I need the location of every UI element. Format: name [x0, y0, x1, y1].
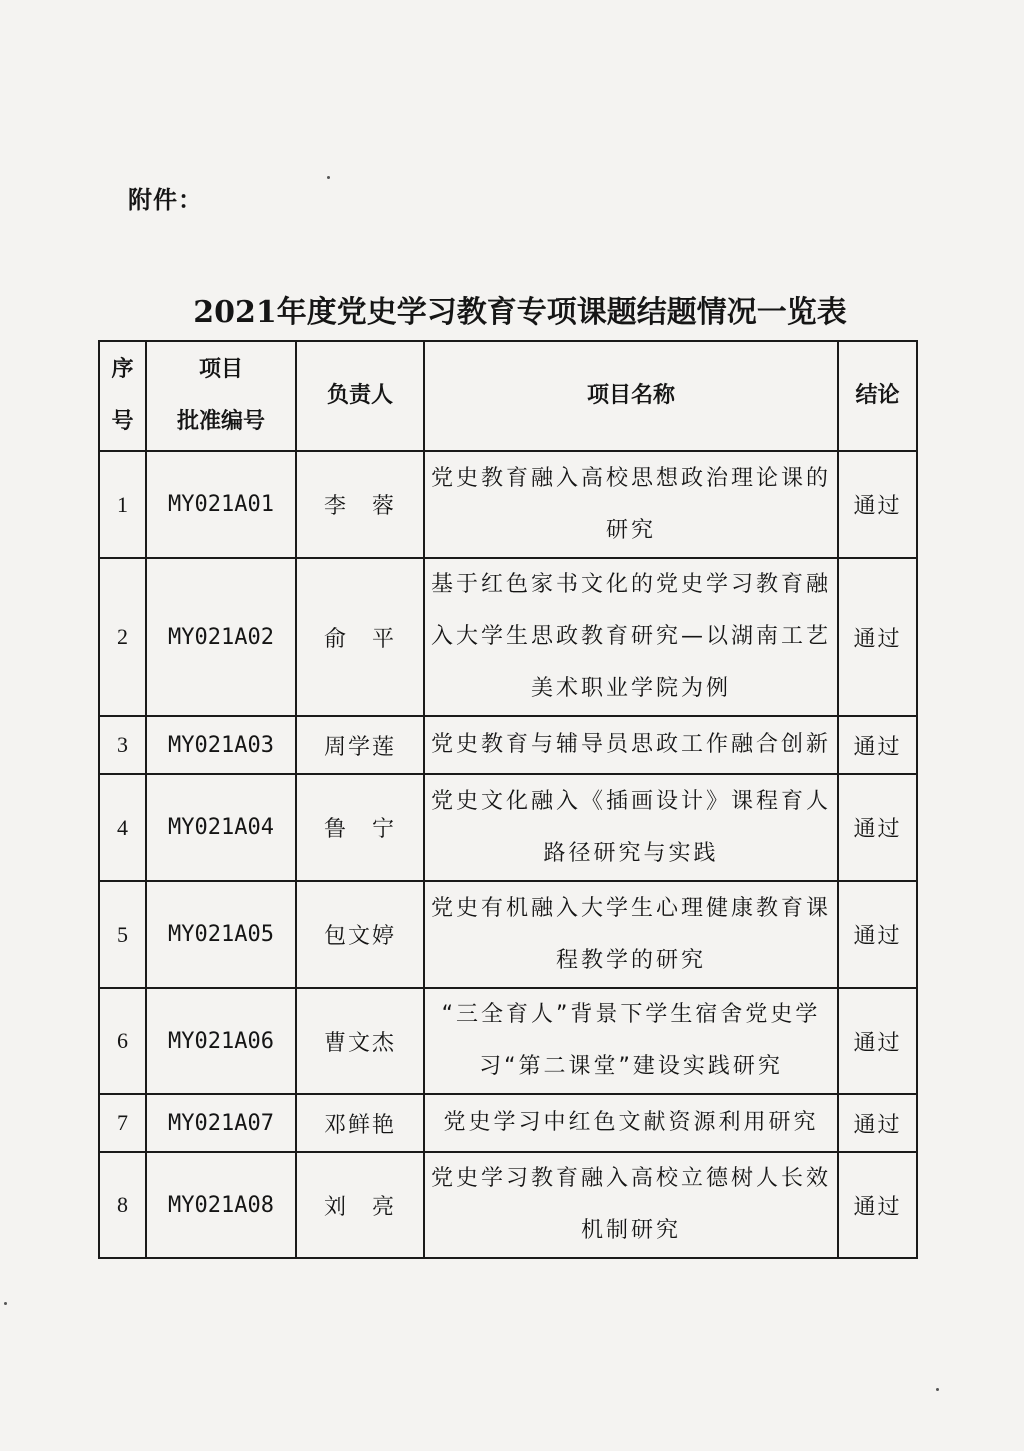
row-owner: 包文婷: [296, 881, 424, 988]
header-owner: 负责人: [296, 341, 424, 451]
table-row: [99, 988, 917, 1094]
row-result: 通过: [838, 774, 917, 881]
row-code: MY021A04: [146, 774, 296, 881]
header-code: [146, 341, 296, 451]
header-seq: [99, 341, 146, 451]
row-seq: 7: [99, 1094, 146, 1152]
row-code: MY021A02: [146, 558, 296, 716]
row-seq: 2: [99, 558, 146, 716]
row-seq: 5: [99, 881, 146, 988]
attachment-label: 附件：: [128, 186, 203, 214]
row-result: 通过: [838, 558, 917, 716]
row-project-name: 基于红色家书文化的党史学习教育融入大学生思政教育研究—以湖南工艺美术职业学院为例: [424, 558, 838, 716]
header-code-line2: 批准编号: [176, 409, 265, 434]
table-row: [99, 716, 917, 774]
header-seq-line1: 序: [111, 357, 134, 382]
row-seq: 4: [99, 774, 146, 881]
table-row: [99, 1152, 917, 1258]
row-project-name: 党史文化融入《插画设计》课程育人路径研究与实践: [424, 774, 838, 881]
row-result: 通过: [838, 451, 917, 558]
row-result: 通过: [838, 988, 917, 1094]
row-owner: 周学莲: [296, 716, 424, 774]
row-project-name: 党史教育与辅导员思政工作融合创新: [424, 716, 838, 774]
row-seq: 1: [99, 451, 146, 558]
row-project-name: 党史教育融入高校思想政治理论课的研究: [424, 451, 838, 558]
scan-speck: [936, 1388, 939, 1391]
table-header-row: [99, 341, 917, 451]
row-result: 通过: [838, 881, 917, 988]
row-owner: 邓鲜艳: [296, 1094, 424, 1152]
row-seq: 3: [99, 716, 146, 774]
table-row: [99, 558, 917, 716]
row-owner: 俞 平: [296, 558, 424, 716]
row-code: MY021A06: [146, 988, 296, 1094]
table-row: [99, 881, 917, 988]
scan-speck: [4, 1302, 7, 1305]
row-seq: 6: [99, 988, 146, 1094]
table-row: [99, 451, 917, 558]
row-owner: 曹文杰: [296, 988, 424, 1094]
row-code: MY021A01: [146, 451, 296, 558]
row-owner: 鲁 宁: [296, 774, 424, 881]
table-row: [99, 774, 917, 881]
row-project-name: 党史学习教育融入高校立德树人长效机制研究: [424, 1152, 838, 1258]
header-name: 项目名称: [424, 341, 838, 451]
row-code: MY021A03: [146, 716, 296, 774]
row-owner: 刘 亮: [296, 1152, 424, 1258]
row-project-name: 党史有机融入大学生心理健康教育课程教学的研究: [424, 881, 838, 988]
table-row: [99, 1094, 917, 1152]
page-title: 2021年度党史学习教育专项课题结题情况一览表: [193, 295, 847, 330]
row-code: MY021A08: [146, 1152, 296, 1258]
row-result: 通过: [838, 716, 917, 774]
header-result: 结论: [838, 341, 917, 451]
header-code-line1: 项目: [198, 357, 243, 382]
row-owner: 李 蓉: [296, 451, 424, 558]
row-code: MY021A07: [146, 1094, 296, 1152]
row-seq: 8: [99, 1152, 146, 1258]
project-table: [98, 340, 918, 1259]
row-project-name: “三全育人”背景下学生宿舍党史学习“第二课堂”建设实践研究: [424, 988, 838, 1094]
row-result: 通过: [838, 1152, 917, 1258]
row-result: 通过: [838, 1094, 917, 1152]
row-project-name: 党史学习中红色文献资源利用研究: [424, 1094, 838, 1152]
header-seq-line2: 号: [111, 409, 134, 434]
scan-speck: [327, 176, 330, 179]
row-code: MY021A05: [146, 881, 296, 988]
